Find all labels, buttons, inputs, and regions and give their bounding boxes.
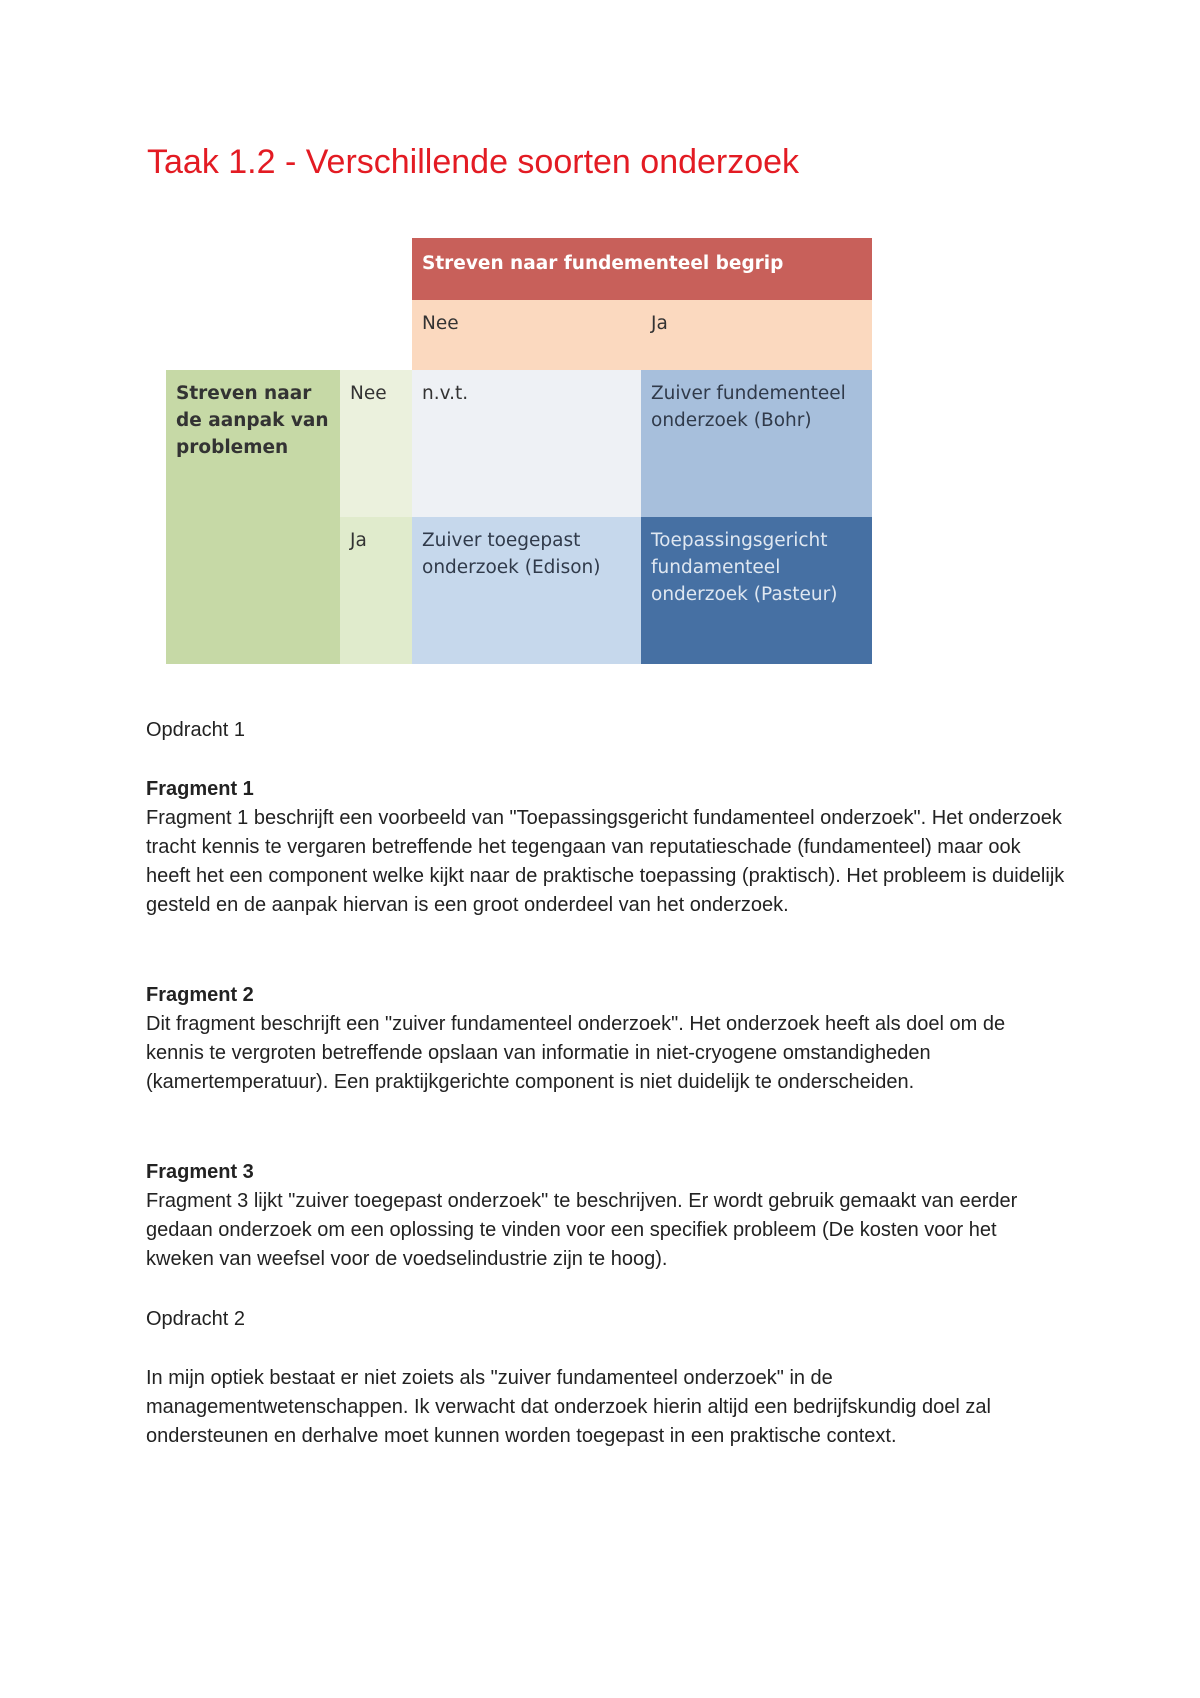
matrix-row-ja: Ja (340, 517, 412, 664)
fragment-1-section (146, 775, 1066, 920)
fragment-3-text: Fragment 3 lijkt "zuiver toegepast onderzoek" te beschrijven. Er wordt gebruik gemaakt van eerder gedaan onderzoek om een oplossing te vinden voor een specifiek probleem (De kosten voor het kweken van weefsel voor de voedselindustrie zijn te hoog). (146, 1190, 1018, 1270)
matrix-column-header: Streven naar fundementeel begrip (412, 238, 872, 300)
page-title: Taak 1.2 - Verschillende soorten onderzoek (147, 143, 800, 181)
fragment-3-heading: Fragment 3 (146, 1161, 254, 1183)
fragment-2-text: Dit fragment beschrijft een "zuiver fundamenteel onderzoek". Het onderzoek heeft als doel om de kennis te vergroten betreffende opslaan van informatie in niet-cryogene omstandigheden (kamertemperatuur). Een praktijkgerichte component is niet duidelijk te onderscheiden. (146, 1013, 1006, 1093)
opdracht-1-label: Opdracht 1 (146, 719, 245, 741)
opdracht-2-label: Opdracht 2 (146, 1308, 245, 1330)
matrix-row-nee: Nee (340, 370, 412, 517)
fragment-2-heading: Fragment 2 (146, 984, 254, 1006)
opdracht-2-text: In mijn optiek bestaat er niet zoiets als "zuiver fundamenteel onderzoek" in de managementwetenschappen. Ik verwacht dat onderzoek hierin altijd een bedrijfskundig doel zal ondersteunen en derhalve moet kunnen worden toegepast in een praktische context. (146, 1367, 991, 1447)
matrix-cell-edison: Zuiver toegepast onderzoek (Edison) (412, 517, 641, 664)
matrix-cell-bohr: Zuiver fundementeel onderzoek (Bohr) (641, 370, 872, 517)
fragment-3-section (146, 1158, 1066, 1274)
matrix-column-nee: Nee (412, 300, 641, 370)
matrix-row-header: Streven naar de aanpak van problemen (166, 370, 340, 664)
fragment-1-heading: Fragment 1 (146, 778, 254, 800)
matrix-cell-pasteur: Toepassingsgericht fundamenteel onderzoek (Pasteur) (641, 517, 872, 664)
fragment-1-text: Fragment 1 beschrijft een voorbeeld van "Toepassingsgericht fundamenteel onderzoek". Het onderzoek tracht kennis te vergaren betreffende het tegengaan van reputatieschade (fundamenteel) maar ook heeft het een component welke kijkt naar de praktische toepassing (praktisch). Het probleem is duidelijk gesteld en de aanpak hiervan is een groot onderdeel van het onderzoek. (146, 807, 1065, 916)
matrix-cell-nvt: n.v.t. (412, 370, 641, 517)
fragment-2-section (146, 981, 1066, 1097)
research-type-matrix (166, 238, 872, 664)
matrix-column-ja: Ja (641, 300, 872, 370)
